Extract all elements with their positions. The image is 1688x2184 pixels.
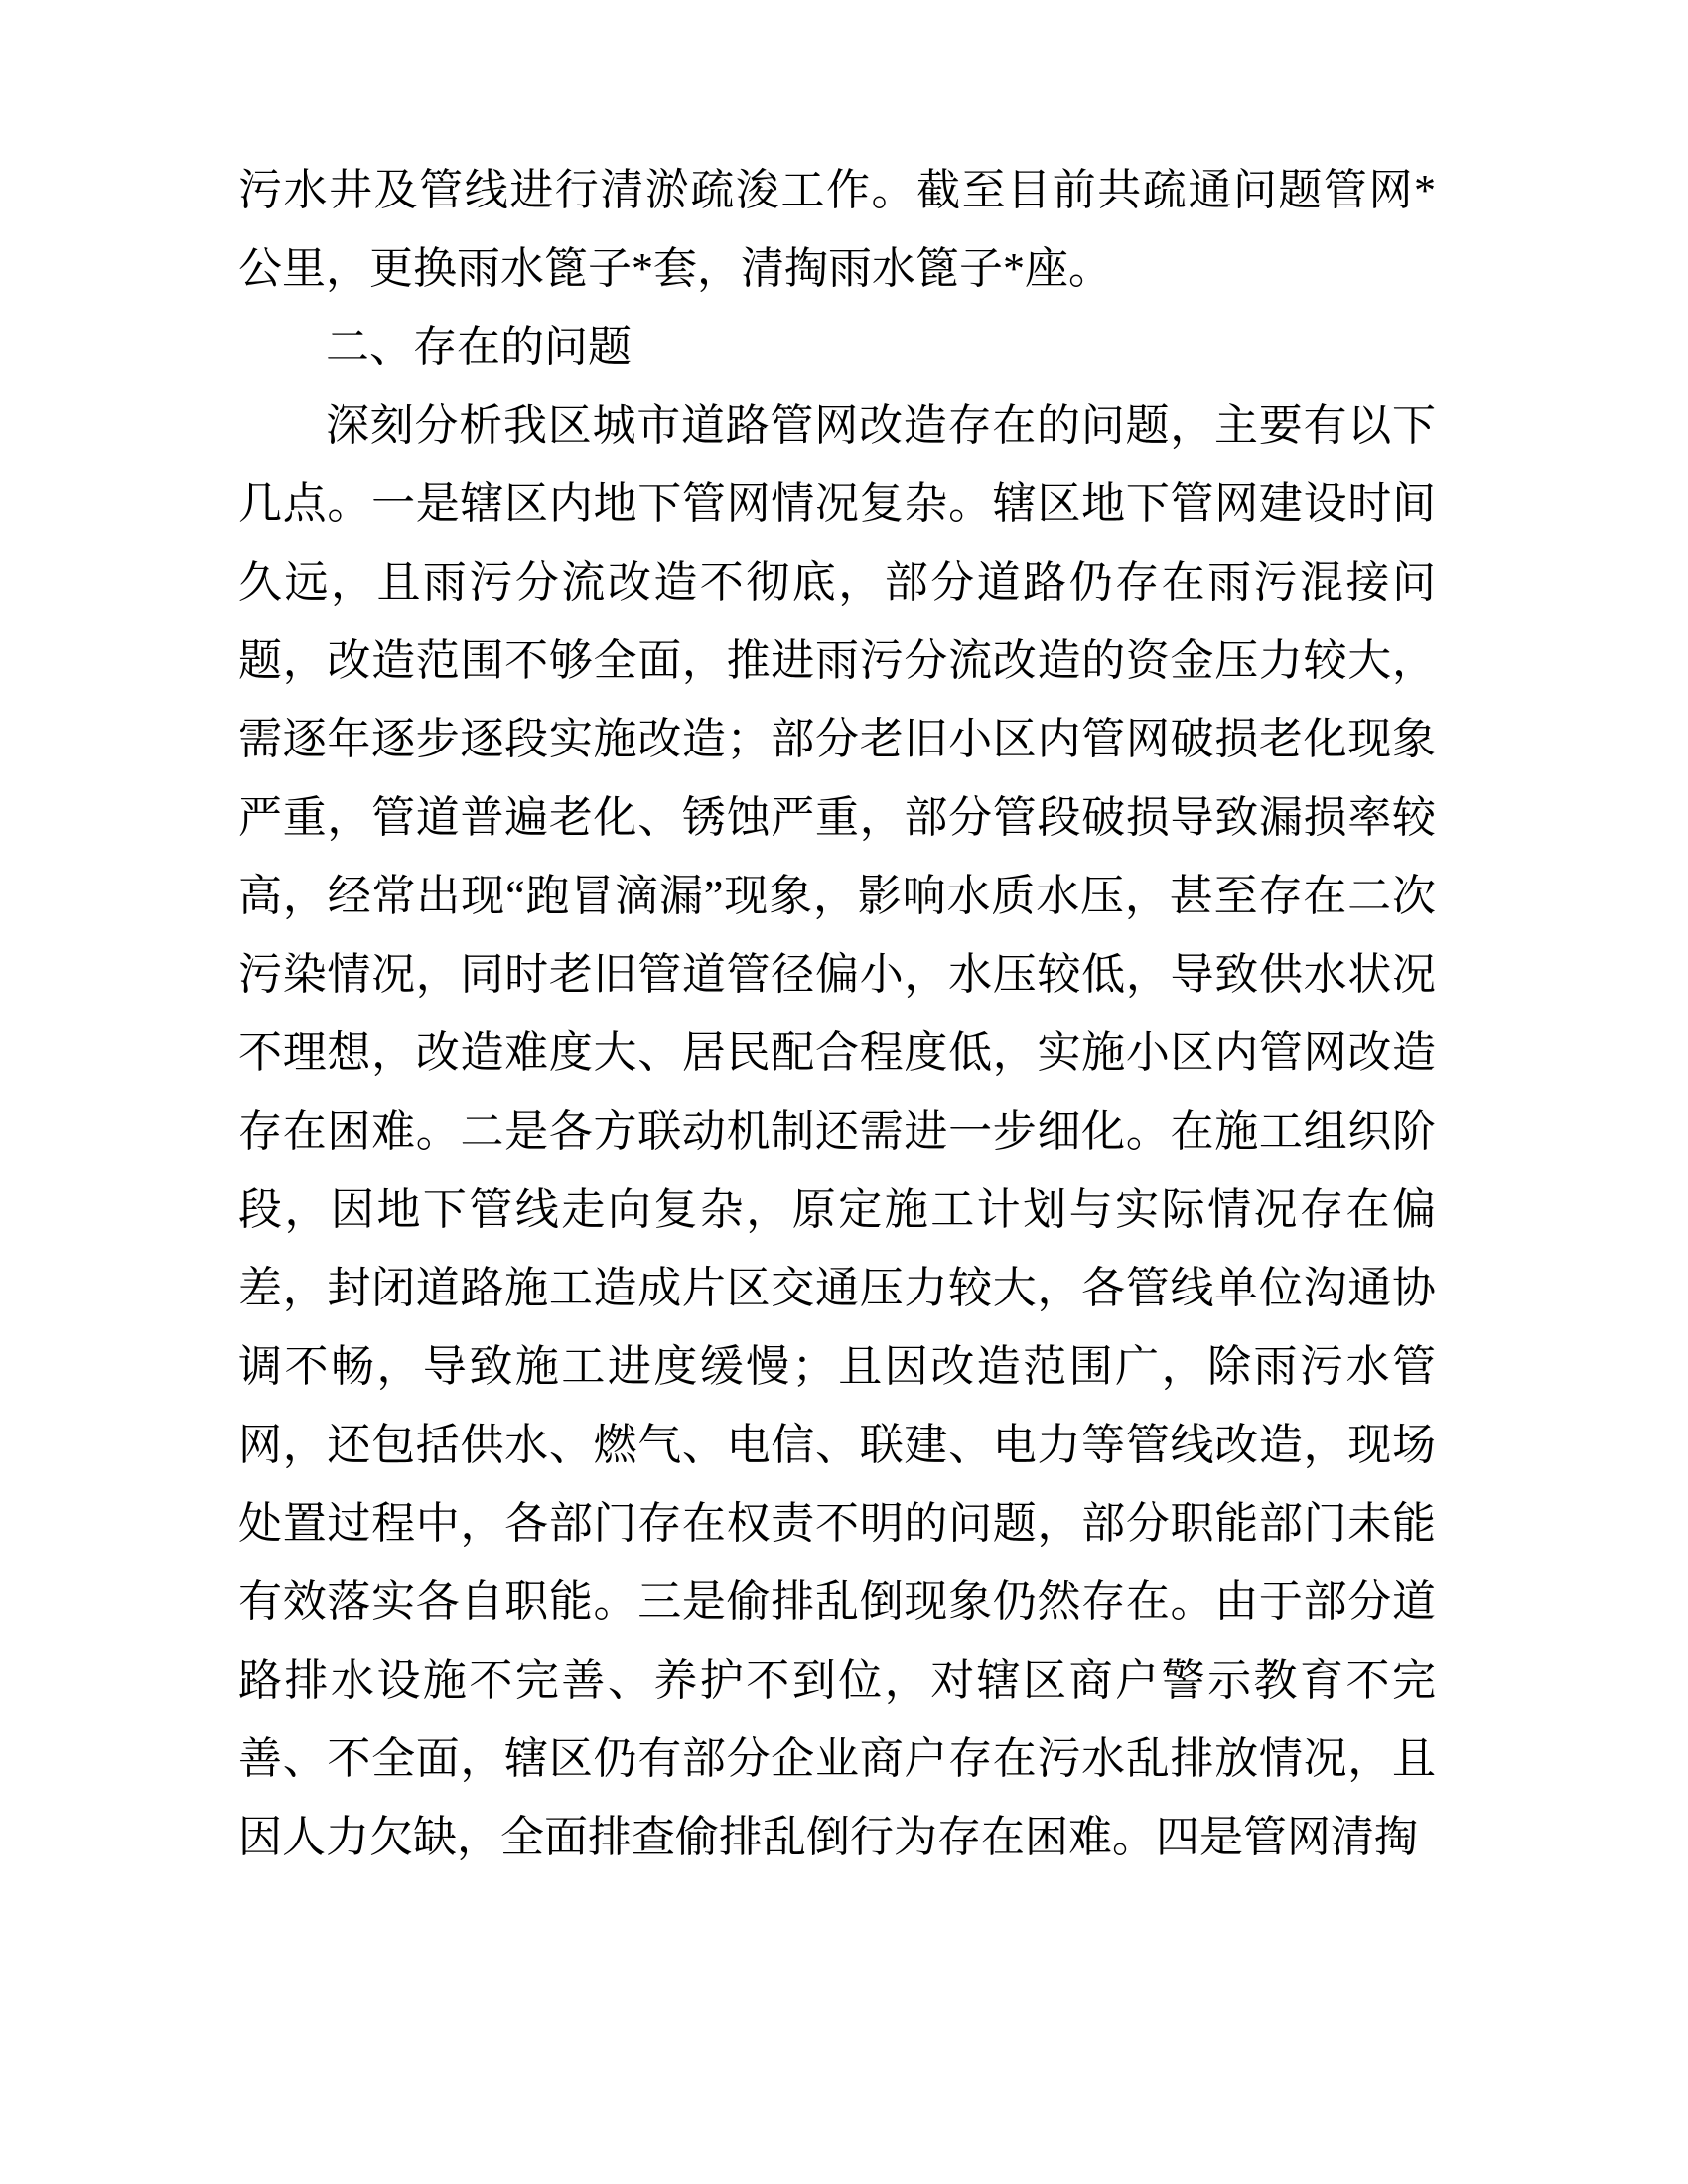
paragraph-continuation: 污水井及管线进行清淤疏浚工作。截至目前共疏通问题管网*公里，更换雨水篦子*套，清掏雨水篦子*座。 [238, 166, 1436, 293]
paragraph-body: 深刻分析我区城市道路管网改造存在的问题，主要有以下几点。一是辖区内地下管网情况复杂。辖区地下管网建设时间久远，且雨污分流改造不彻底，部分道路仍存在雨污混接问题，改造范围不够全面，推进雨污分流改造的资金压力较大，需逐年逐步逐段实施改造；部分老旧小区内管网破损老化现象严重，管道普遍老化、锈蚀严重，部分管段破损导致漏损率较高，经常出现“跑冒滴漏”现象，影响水质水压，甚至存在二次污染情况，同时老旧管道管径偏小，水压较低，导致供水状况不理想，改造难度大、居民配合程度低，实施小区内管网改造存在困难。二是各方联动机制还需进一步细化。在施工组织阶段，因地下管线走向复杂，原定施工计划与实际情况存在偏差，封闭道路施工造成片区交通压力较大，各管线单位沟通协调不畅，导致施工进度缓慢；且因改造范围广，除雨污水管网，还包括供水、燃气、电信、联建、电力等管线改造，现场处置过程中，各部门存在权责不明的问题，部分职能部门未能有效落实各自职能。三是偷排乱倒现象仍然存在。由于部分道路排水设施不完善、养护不到位，对辖区商户警示教育不完善、不全面，辖区仍有部分企业商户存在污水乱排放情况，且因人力欠缺，全面排查偷排乱倒行为存在困难。四是管网清掏 [238, 401, 1436, 1861]
section-heading: 二、存在的问题 [326, 323, 632, 371]
document-text-block [238, 151, 1436, 1876]
